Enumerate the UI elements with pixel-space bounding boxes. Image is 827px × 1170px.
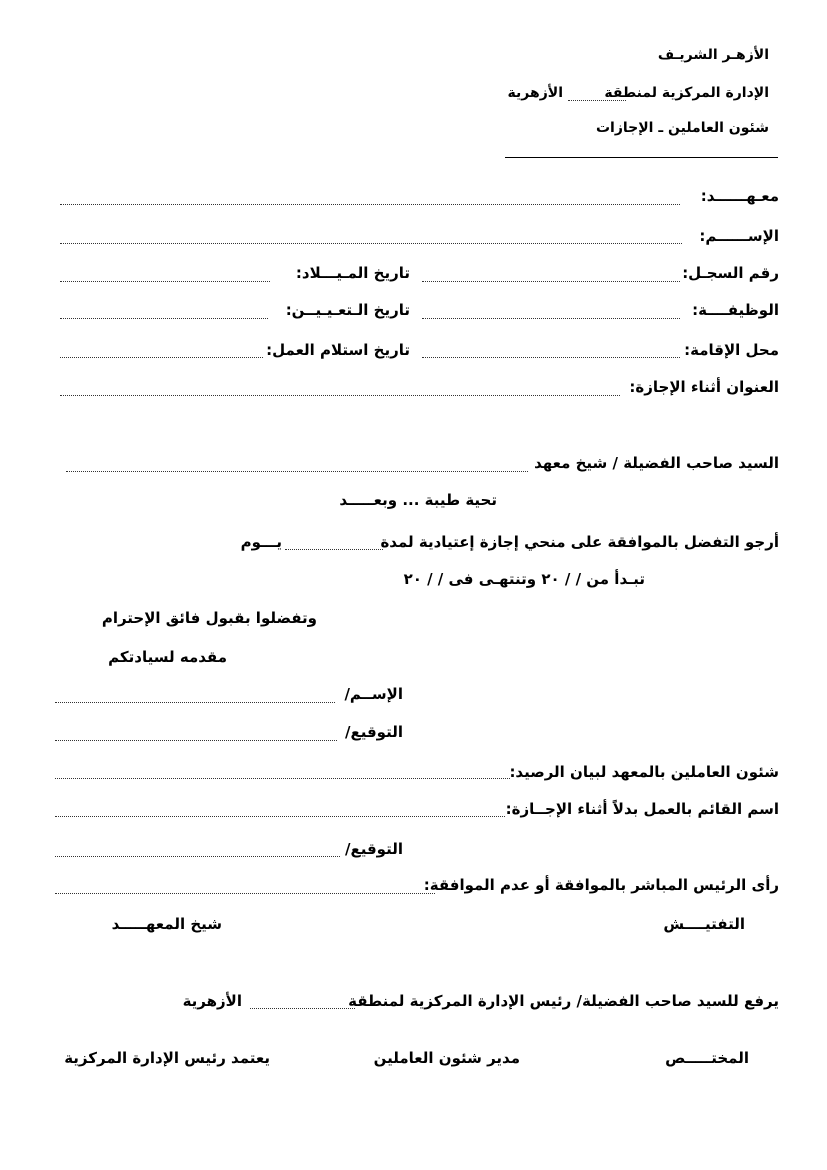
addressee: السيد صاحب الفضيلة / شيخ معهد bbox=[534, 454, 779, 472]
specialist-signature: المختـــــص bbox=[665, 1049, 749, 1067]
office-signature-label: التوقيع/ bbox=[345, 840, 403, 858]
header-institution: الأزهـر الشريـف bbox=[657, 47, 769, 63]
region-blank bbox=[568, 100, 626, 101]
forward-region-field[interactable] bbox=[250, 1008, 355, 1009]
birth-date-field[interactable] bbox=[60, 281, 270, 282]
approval-signature: يعتمد رئيس الإدارة المركزية bbox=[64, 1049, 270, 1067]
record-no-field[interactable] bbox=[422, 281, 680, 282]
supervisor-opinion-field[interactable] bbox=[55, 893, 435, 894]
hr-manager-signature: مدير شئون العاملين bbox=[373, 1049, 520, 1067]
residence-field[interactable] bbox=[422, 357, 680, 358]
leave-days-field[interactable] bbox=[285, 549, 383, 550]
work-start-label: تاريخ استلام العمل: bbox=[266, 341, 410, 359]
header-azhari: الأزهرية bbox=[507, 85, 563, 101]
supervisor-opinion-label: رأى الرئيس المباشر بالموافقة أو عدم الموافقة: bbox=[423, 876, 779, 894]
addressee-institute-field[interactable] bbox=[66, 471, 528, 472]
applicant-name-field[interactable] bbox=[55, 702, 335, 703]
forward-text: يرفع للسيد صاحب الفضيلة/ رئيس الإدارة المركزية لمنطقة bbox=[348, 992, 779, 1010]
inspection-signature: التفتيــــش bbox=[663, 915, 745, 933]
residence-label: محل الإقامة: bbox=[684, 341, 779, 359]
header-rule bbox=[505, 157, 778, 158]
institute-label: معـهــــــد: bbox=[700, 187, 779, 205]
submitted: مقدمه لسيادتكم bbox=[108, 648, 227, 666]
greeting: تحية طيبة ... وبعـــــد bbox=[339, 491, 497, 509]
birth-date-label: تاريخ المـيـــلاد: bbox=[295, 264, 410, 282]
job-label: الوظيفــــة: bbox=[692, 301, 779, 319]
record-no-label: رقم السجـل: bbox=[682, 264, 779, 282]
leave-dates: تبـدأ من / / ٢٠ وتنتهـى فى / / ٢٠ bbox=[403, 570, 645, 588]
institute-field[interactable] bbox=[60, 204, 680, 205]
name-field[interactable] bbox=[60, 243, 682, 244]
balance-field[interactable] bbox=[55, 778, 510, 779]
substitute-label: اسم القائم بالعمل بدلاً أثناء الإجــازة: bbox=[505, 800, 779, 818]
days-word: يـــوم bbox=[240, 533, 282, 551]
office-signature-field[interactable] bbox=[55, 856, 340, 857]
appointment-date-label: تاريخ الـتعـيـيــن: bbox=[285, 301, 410, 319]
balance-label: شئون العاملين بالمعهد لبيان الرصيد: bbox=[509, 763, 779, 781]
job-field[interactable] bbox=[422, 318, 680, 319]
name-label: الإســــــم: bbox=[699, 227, 779, 245]
applicant-signature-label: التوقيع/ bbox=[345, 723, 403, 741]
leave-address-field[interactable] bbox=[60, 395, 620, 396]
closing: وتفضلوا بقبول فائق الإحترام bbox=[101, 609, 317, 627]
header-central-admin: الإدارة المركزية لمنطقة bbox=[604, 85, 769, 101]
request-text: أرجو التفضل بالموافقة على منحي إجازة إعتيادية لمدة bbox=[380, 533, 779, 551]
work-start-field[interactable] bbox=[60, 357, 263, 358]
substitute-field[interactable] bbox=[55, 816, 505, 817]
appointment-date-field[interactable] bbox=[60, 318, 268, 319]
header-department: شئون العاملين ـ الإجازات bbox=[595, 120, 769, 136]
applicant-signature-field[interactable] bbox=[55, 740, 337, 741]
institute-head-signature: شيخ المعهـــــد bbox=[111, 915, 222, 933]
leave-address-label: العنوان أثناء الإجازة: bbox=[629, 378, 779, 396]
forward-azhari: الأزهرية bbox=[182, 992, 242, 1010]
applicant-name-label: الإســم/ bbox=[344, 685, 403, 703]
